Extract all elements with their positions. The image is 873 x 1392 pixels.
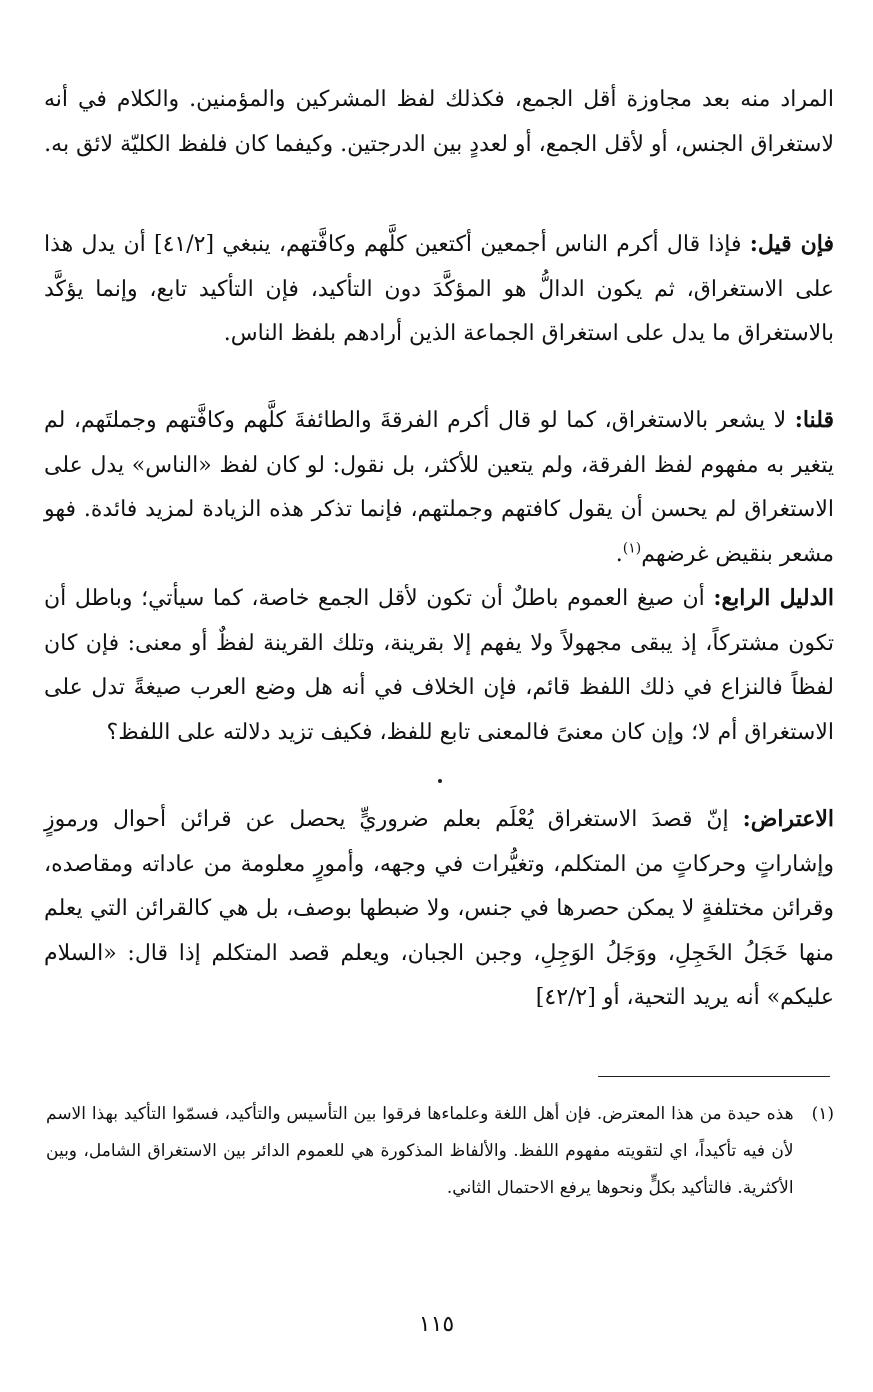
paragraph-4 xyxy=(44,576,834,755)
paragraph-5 xyxy=(44,797,834,1021)
page-number: ١١٥ xyxy=(418,1312,455,1337)
paragraph-4-lead: الدليل الرابع: xyxy=(713,585,834,611)
paragraph-4-text: أن صيغ العموم باطلٌ أن تكون لأقل الجمع خاصة، كما سيأتي؛ وباطل أن تكون مشتركاً، إذ يبقى مجهولاً ولا يفهم إلا بقرينة، وتلك القرينة لفظٌ أو معنى: فإن كان لفظاً فالنزاع في ذلك اللفظ قائم، فإن الخلاف في أنه هل وضع العرب صيغةً تدل على الاستغراق أم لا؛ وإن كان معنىً فالمعنى تابع للفظ، فكيف تزيد دلالته على اللفظ؟ xyxy=(44,586,834,745)
paragraph-1 xyxy=(44,78,834,167)
footnote xyxy=(46,1096,834,1207)
paragraph-2 xyxy=(44,222,834,357)
paragraph-2-lead: فإن قيل: xyxy=(749,231,834,257)
paragraph-3 xyxy=(44,398,834,577)
paragraph-5-lead: الاعتراض: xyxy=(742,806,834,832)
footnote-reference: (١) xyxy=(622,540,642,557)
footnote-number: (١) xyxy=(811,1104,834,1124)
footnote-text: هذه حيدة من هذا المعترض. فإن أهل اللغة وعلماءها فرقوا بين التأسيس والتأكيد، فسمّوا التأكيد بهذا الاسم لأن فيه تأكيداً، اي لتقويته مفهوم اللفظ. والألفاظ المذكورة هي للعموم الدائر بين الاستغراق الشامل، وبين الأكثرية. فالتأكيد بكلٍّ ونحوها يرفع الاحتمال الثاني. xyxy=(46,1104,794,1198)
paragraph-5-text: إنّ قصدَ الاستغراق يُعْلَم بعلم ضروريٍّ يحصل عن قرائن أحوال ورموزٍ وإشاراتٍ وحركاتٍ من المتكلم، وتغيُّرات في وجهه، وأمورٍ معلومة من عاداته ومقاصده، وقرائن مختلفةٍ لا يمكن حصرها في جنس، ولا ضبطها بوصف، بل هي كالقرائن التي يعلم منها خَجَلُ الخَجِلِ، ووَجَلُ الوَجِلِ، وجبن الجبان، ويعلم قصد المتكلم إذا قال: «السلام عليكم» أنه يريد التحية، أو [٤٢/٢] xyxy=(44,807,834,1010)
paragraph-2-text: فإذا قال أكرم الناس أجمعين أكتعين كلَّهم وكافَّتهم، ينبغي [٤١/٢] أن يدل هذا على الاستغراق، ثم يكون الدالُّ هو المؤكَّدَ دون التأكيد، فإن التأكيد تابع، وإنما يؤكَّد بالاستغراق ما يدل على استغراق الجماعة الذين أرادهم بلفظ الناس. xyxy=(44,232,834,346)
paragraph-3-lead: قلنا: xyxy=(794,407,834,433)
stray-dot xyxy=(438,779,442,783)
paragraph-1-text: المراد منه بعد مجاوزة أقل الجمع، فكذلك لفظ المشركين والمؤمنين. والكلام في أنه لاستغراق الجنس، أو لأقل الجمع، أو لعددٍ بين الدرجتين. وكيفما كان فلفظ الكليّة لائق به. xyxy=(44,87,834,157)
footnote-divider xyxy=(598,1076,830,1077)
paragraph-3-tail: . xyxy=(615,541,623,567)
paragraph-3-text: لا يشعر بالاستغراق، كما لو قال أكرم الفرقةَ والطائفةَ كلَّهم وكافَّتهم وجملتَهم، لم يتغير به مفهوم لفظ الفرقة، ولم يتعين للأكثر، بل نقول: لو كان لفظ «الناس» يدل على الاستغراق لم يحسن أن يقول كافتهم وجملتهم، فإنما تذكر هذه الزيادة لمزيد فائدة. فهو مشعر بنقيض غرضهم xyxy=(44,408,834,567)
